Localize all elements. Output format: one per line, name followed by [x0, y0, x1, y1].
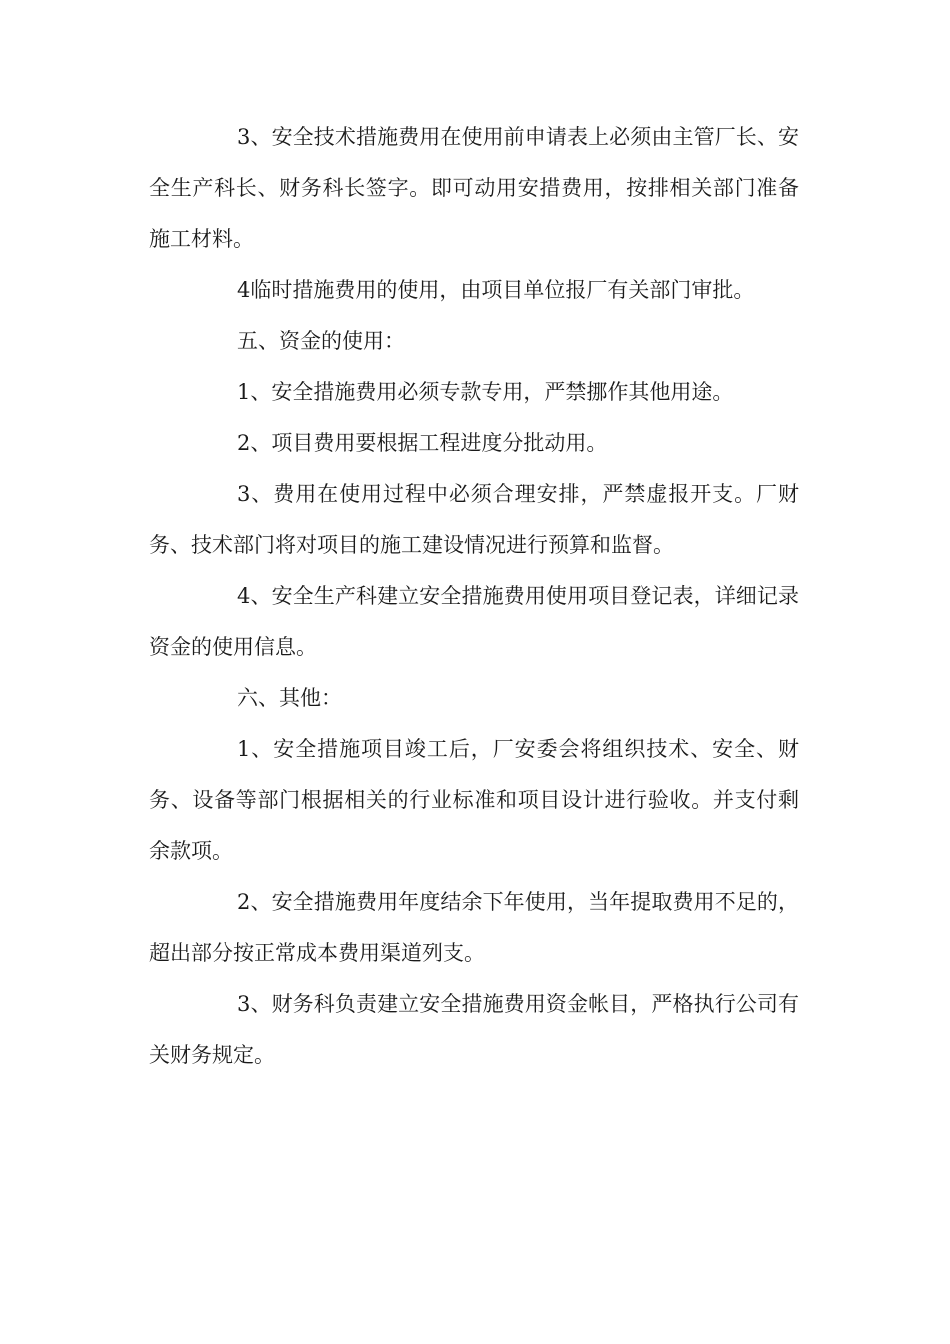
paragraph: 4临时措施费用的使用，由项目单位报厂有关部门审批。	[237, 278, 755, 302]
document-body	[149, 112, 799, 1081]
paragraph: 3、财务科负责建立安全措施费用资金帐目，严格执行公司有关财务规定。	[149, 992, 799, 1067]
section-heading: 五、资金的使用：	[237, 329, 405, 353]
paragraph: 2、项目费用要根据工程进度分批动用。	[237, 431, 608, 455]
paragraph: 2、安全措施费用年度结余下年使用，当年提取费用不足的，超出部分按正常成本费用渠道列支。	[149, 890, 799, 965]
paragraph: 3、费用在使用过程中必须合理安排，严禁虚报开支。厂财务、技术部门将对项目的施工建设情况进行预算和监督。	[149, 482, 799, 557]
section-heading: 六、其他：	[237, 686, 342, 710]
paragraph: 1、安全措施费用必须专款专用，严禁挪作其他用途。	[237, 380, 734, 404]
paragraph: 1、安全措施项目竣工后，厂安委会将组织技术、安全、财务、设备等部门根据相关的行业标准和项目设计进行验收。并支付剩余款项。	[149, 737, 799, 863]
paragraph: 3、安全技术措施费用在使用前申请表上必须由主管厂长、安全生产科长、财务科长签字。即可动用安措费用，按排相关部门准备施工材料。	[149, 125, 799, 251]
paragraph: 4、安全生产科建立安全措施费用使用项目登记表，详细记录资金的使用信息。	[149, 584, 799, 659]
